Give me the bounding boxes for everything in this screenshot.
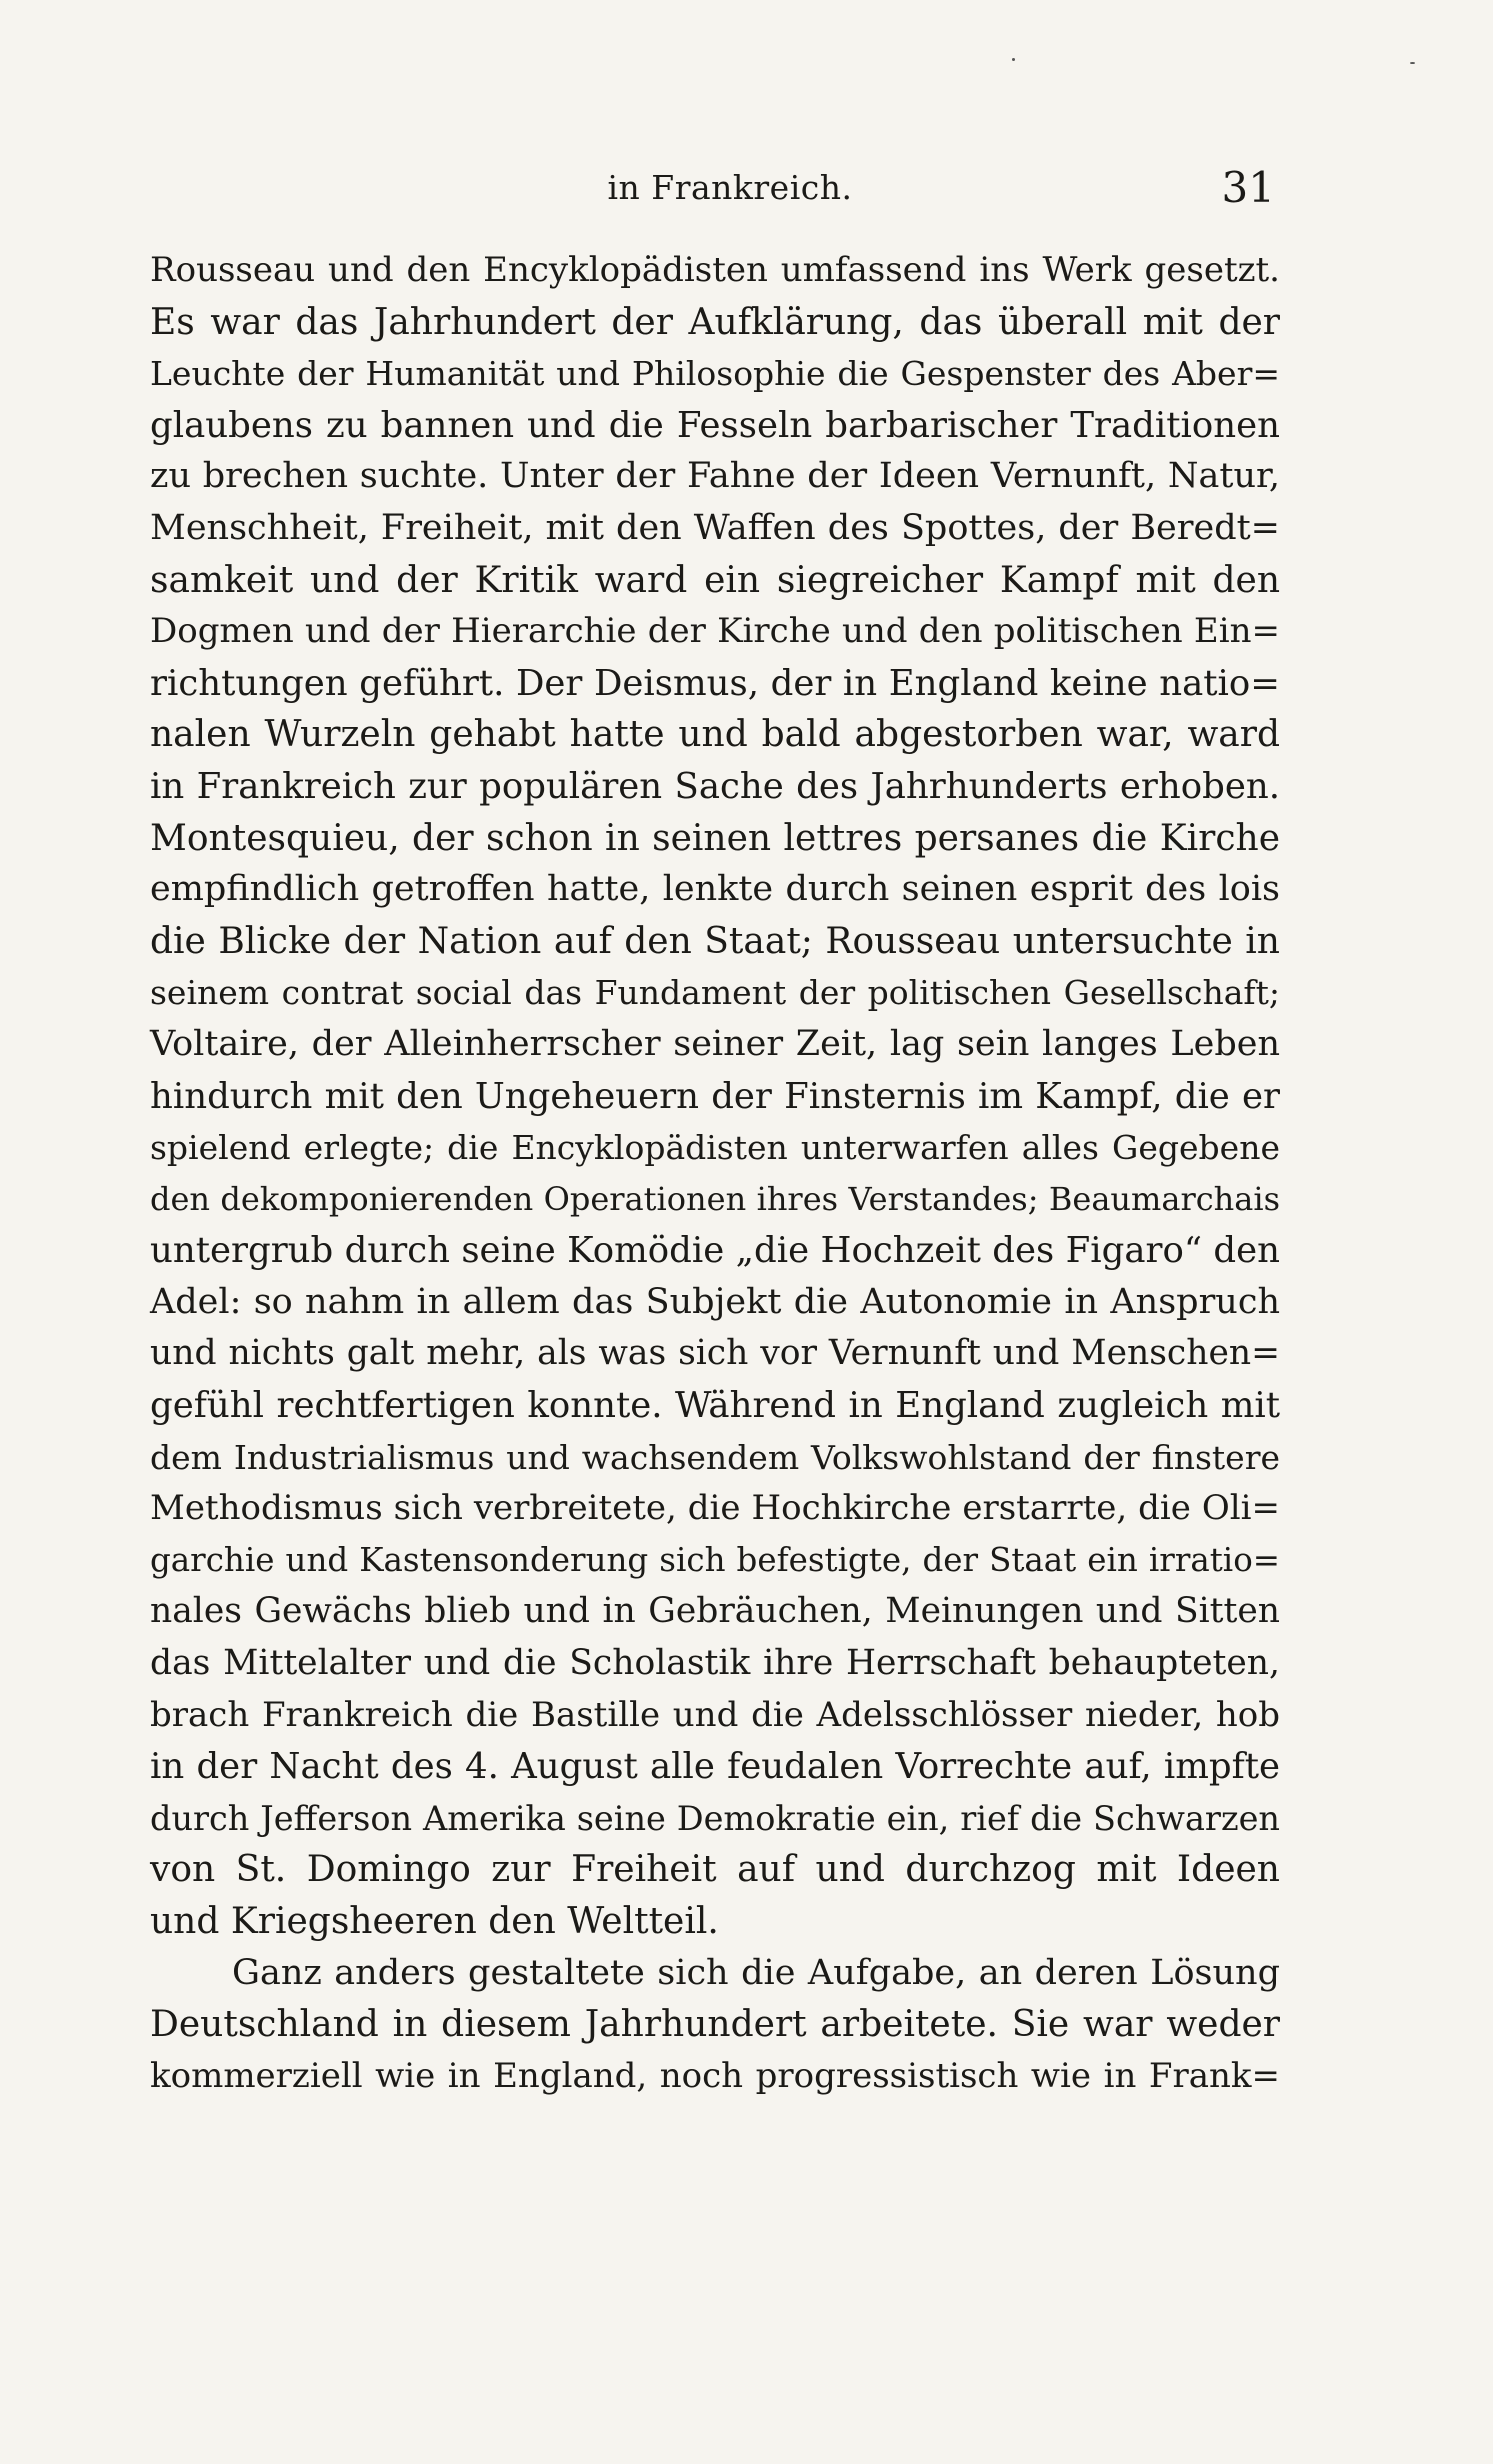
text-line: seinem contrat social das Fundament der politischen Gesellschaft; (150, 973, 1280, 1013)
text-line: richtungen geführt. Der Deismus, der in England keine natio= (150, 662, 1280, 704)
text-line: Dogmen und der Hierarchie der Kirche und den politischen Ein= (150, 611, 1280, 652)
text-line: nales Gewächs blieb und in Gebräuchen, Meinungen und Sitten (150, 1591, 1280, 1632)
page-number: 31 (1221, 163, 1275, 212)
text-line: hindurch mit den Ungeheuern der Finsternis im Kampf, die er (150, 1075, 1280, 1117)
text-line: samkeit und der Kritik ward ein siegreicher Kampf mit den (150, 559, 1280, 601)
text-line: in der Nacht des 4. August alle feudalen Vorrechte auf, impfte (150, 1746, 1280, 1788)
running-head (0, 158, 1493, 218)
text-line: kommerziell wie in England, noch progressistisch wie in Frank= (150, 2055, 1280, 2096)
text-line: Rousseau und den Encyklopädisten umfassend ins Werk gesetzt. (150, 250, 1280, 290)
running-title: in Frankreich. (607, 168, 853, 207)
text-line: und Kriegsheeren den Weltteil. (150, 1901, 719, 1942)
text-line: Leuchte der Humanität und Philosophie die Gespenster des Aber= (150, 354, 1280, 394)
text-line: spielend erlegte; die Encyklopädisten unterwarfen alles Gegebene (150, 1128, 1280, 1168)
text-line: glaubens zu bannen und die Fesseln barbarischer Traditionen (150, 404, 1280, 446)
text-line: empfindlich getroffen hatte, lenkte durch seinen esprit des lois (150, 869, 1280, 910)
text-line: Montesquieu, der schon in seinen lettres persanes die Kirche (150, 817, 1280, 859)
text-line: durch Jefferson Amerika seine Demokratie ein, rief die Schwarzen (150, 1798, 1280, 1838)
text-line: Methodismus sich verbreitete, die Hochkirche erstarrte, die Oli= (150, 1488, 1280, 1529)
ink-speck (1012, 58, 1015, 61)
text-line: den dekomponierenden Operationen ihres Verstandes; Beaumarchais (150, 1179, 1280, 1218)
text-line: und nichts galt mehr, als was sich vor Vernunft und Menschen= (150, 1333, 1280, 1374)
text-line: brach Frankreich die Bastille und die Adelsschlösser nieder, hob (150, 1694, 1280, 1735)
text-line: zu brechen suchte. Unter der Fahne der Ideen Vernunft, Natur, (150, 456, 1280, 497)
paragraph (150, 1948, 1280, 2103)
text-line: Deutschland in diesem Jahrhundert arbeitete. Sie war weder (150, 2004, 1280, 2046)
text-line: untergrub durch seine Komödie „die Hochzeit des Figaro“ den (150, 1230, 1280, 1272)
text-line: die Blicke der Nation auf den Staat; Rousseau untersuchte in (150, 920, 1280, 962)
text-line: Es war das Jahrhundert der Aufklärung, das überall mit der (150, 301, 1280, 343)
text-line: Voltaire, der Alleinherrscher seiner Zeit, lag sein langes Leben (150, 1023, 1280, 1064)
text-line: Ganz anders gestaltete sich die Aufgabe, an deren Lösung (232, 1952, 1280, 1993)
body-text (150, 245, 1280, 2102)
paragraph (150, 245, 1280, 1948)
text-line: Adel: so nahm in allem das Subjekt die Autonomie in Anspruch (150, 1281, 1280, 1322)
text-line: nalen Wurzeln gehabt hatte und bald abgestorben war, ward (150, 714, 1280, 756)
text-line: gefühl rechtfertigen konnte. Während in England zugleich mit (150, 1385, 1280, 1427)
text-line: in Frankreich zur populären Sache des Jahrhunderts erhoben. (150, 765, 1280, 807)
text-line: Menschheit, Freiheit, mit den Waffen des Spottes, der Beredt= (150, 507, 1280, 548)
text-line: von St. Domingo zur Freiheit auf und durchzog mit Ideen (150, 1849, 1280, 1891)
text-line: das Mittelalter und die Scholastik ihre Herrschaft behaupteten, (150, 1643, 1280, 1684)
text-line: garchie und Kastensonderung sich befestigte, der Staat ein irratio= (150, 1540, 1280, 1579)
ink-speck (1410, 62, 1415, 64)
text-line: dem Industrialismus und wachsendem Volkswohlstand der finstere (150, 1437, 1280, 1477)
